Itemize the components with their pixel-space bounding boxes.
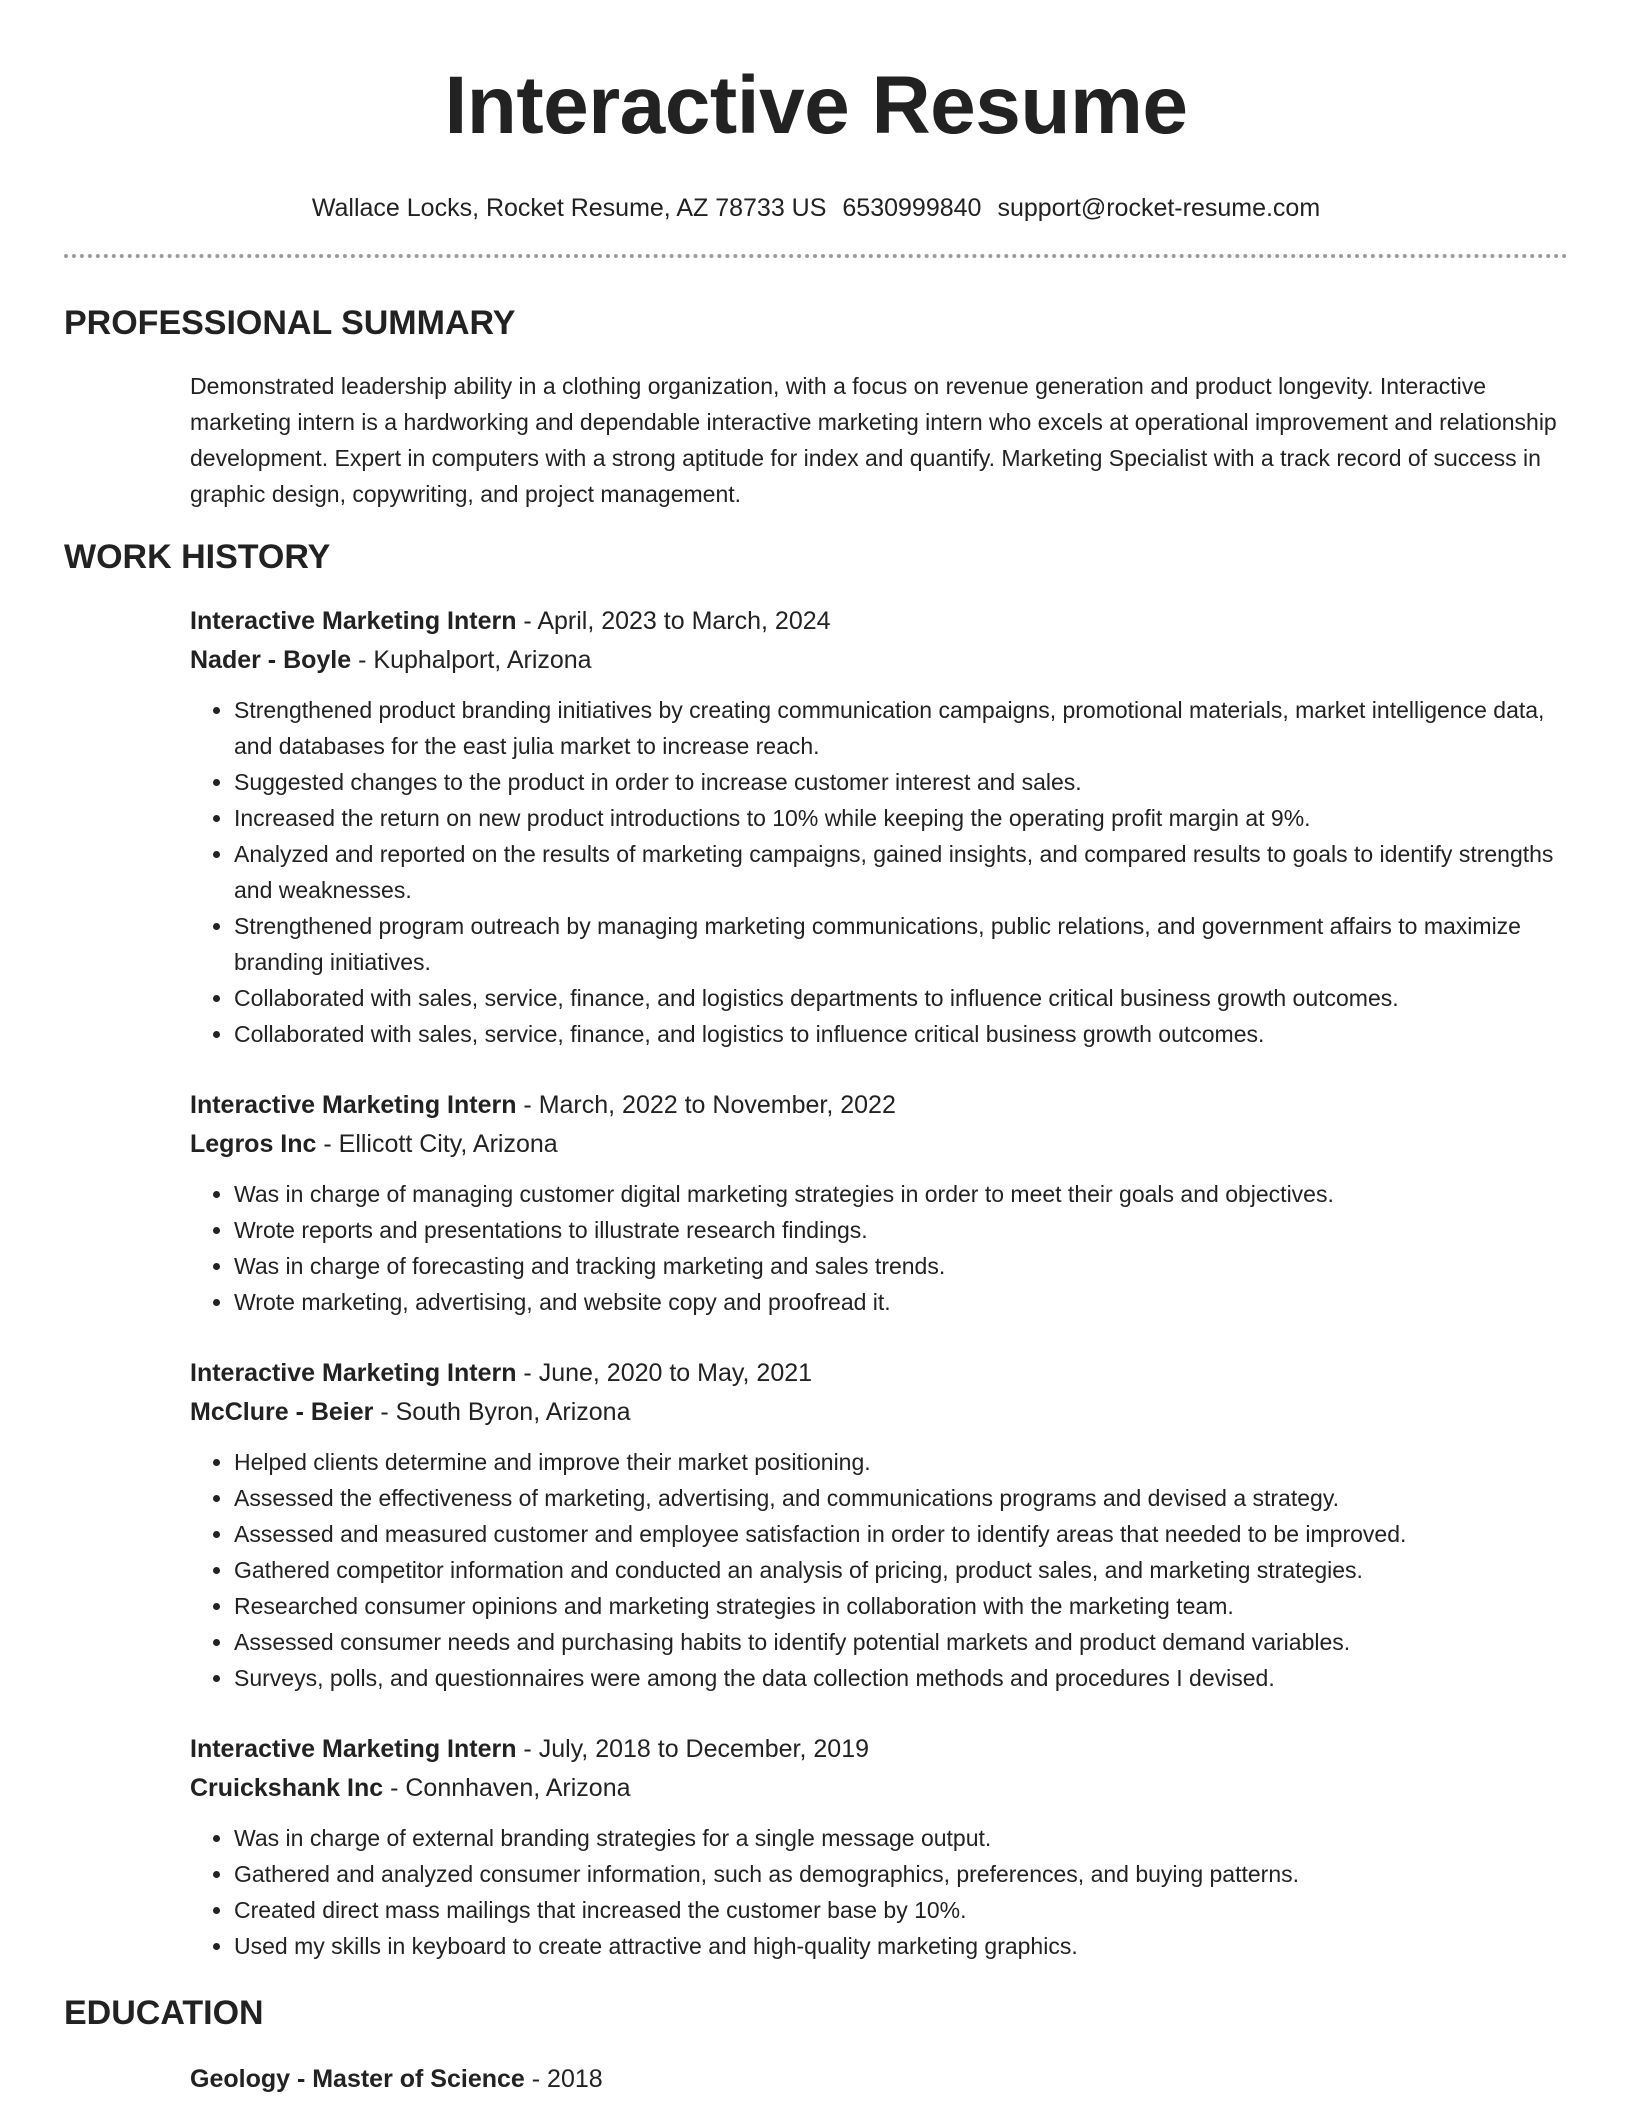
job-entry	[190, 1086, 1568, 1320]
resume-page	[64, 0, 1568, 2099]
job-bullet: • Used my skills in keyboard to create attractive and high-quality marketing graphics.	[234, 1928, 1568, 1964]
job-company-line	[190, 1393, 1568, 1432]
job-company: Legros Inc	[190, 1130, 317, 1158]
job-bullet: • Increased the return on new product introductions to 10% while keeping the operating profit margin at 9%.	[234, 800, 1568, 836]
section-title-summary: PROFESSIONAL SUMMARY	[64, 304, 516, 342]
job-bullet: • Strengthened program outreach by managing marketing communications, public relations, and government affairs to maximize branding initiatives.	[234, 908, 1568, 980]
job-location: - South Byron, Arizona	[373, 1398, 631, 1426]
job-bullet: • Strengthened product branding initiatives by creating communication campaigns, promotional materials, market intelligence data, and databases for the east julia market to increase reach.	[234, 692, 1568, 764]
job-title: Interactive Marketing Intern	[190, 1359, 517, 1387]
job-bullet: • Was in charge of forecasting and tracking marketing and sales trends.	[234, 1248, 1568, 1284]
contact-phone: 6530999840	[842, 194, 982, 222]
job-entry	[190, 1354, 1568, 1696]
job-bullet: • Analyzed and reported on the results of marketing campaigns, gained insights, and compared results to goals to identify strengths and weaknesses.	[234, 836, 1568, 908]
job-bullet: • Suggested changes to the product in order to increase customer interest and sales.	[234, 764, 1568, 800]
job-bullet: • Was in charge of managing customer digital marketing strategies in order to meet their goals and objectives.	[234, 1176, 1568, 1212]
job-location: - Kuphalport, Arizona	[351, 646, 592, 674]
education-entry	[190, 2060, 1568, 2099]
job-title-line	[190, 602, 1568, 641]
job-bullet: • Helped clients determine and improve their market positioning.	[234, 1444, 1568, 1480]
job-bullet: • Was in charge of external branding strategies for a single message output.	[234, 1820, 1568, 1856]
job-bullet: • Surveys, polls, and questionnaires were among the data collection methods and procedures I devised.	[234, 1660, 1568, 1696]
job-title-line	[190, 1730, 1568, 1769]
job-dates: - July, 2018 to December, 2019	[516, 1735, 869, 1763]
job-title-line	[190, 1354, 1568, 1393]
section-title-work-history: WORK HISTORY	[64, 538, 331, 576]
education-year: - 2018	[524, 2065, 603, 2093]
contact-address: Wallace Locks, Rocket Resume, AZ 78733 US	[311, 194, 827, 222]
job-bullet-list	[190, 1820, 1568, 1964]
job-entry	[190, 1730, 1568, 1964]
header-divider	[64, 254, 1568, 258]
job-bullet-list	[190, 692, 1568, 1052]
job-bullet: • Assessed the effectiveness of marketing, advertising, and communications programs and devised a strategy.	[234, 1480, 1568, 1516]
job-bullet: • Collaborated with sales, service, finance, and logistics to influence critical business growth outcomes.	[234, 1016, 1568, 1052]
job-bullet-list	[190, 1176, 1568, 1320]
job-location: - Ellicott City, Arizona	[316, 1130, 558, 1158]
job-company: Cruickshank Inc	[190, 1774, 384, 1802]
job-title: Interactive Marketing Intern	[190, 1735, 517, 1763]
job-entry	[190, 602, 1568, 1052]
job-company: Nader - Boyle	[190, 646, 352, 674]
contact-line	[64, 192, 1568, 224]
contact-email: support@rocket-resume.com	[997, 194, 1321, 222]
job-bullet: • Wrote marketing, advertising, and website copy and proofread it.	[234, 1284, 1568, 1320]
summary-text: Demonstrated leadership ability in a clothing organization, with a focus on revenue generation and product longevity. Interactive marketing intern is a hardworking and dependable interactive marketing intern who excels at operational improvement and relationship development. Expert in computers with a strong aptitude for index and quantify. Marketing Specialist with a track record of success in graphic design, copywriting, and project management.	[190, 373, 1557, 507]
section-title-education: EDUCATION	[64, 1994, 264, 2032]
job-bullet: • Collaborated with sales, service, finance, and logistics departments to influence critical business growth outcomes.	[234, 980, 1568, 1016]
job-company-line	[190, 1125, 1568, 1164]
job-company-line	[190, 641, 1568, 680]
job-bullet-list	[190, 1444, 1568, 1696]
job-bullet: • Wrote reports and presentations to illustrate research findings.	[234, 1212, 1568, 1248]
job-bullet: • Assessed consumer needs and purchasing habits to identify potential markets and product demand variables.	[234, 1624, 1568, 1660]
job-dates: - March, 2022 to November, 2022	[516, 1091, 896, 1119]
job-bullet: • Gathered competitor information and conducted an analysis of pricing, product sales, and marketing strategies.	[234, 1552, 1568, 1588]
job-company: McClure - Beier	[190, 1398, 374, 1426]
job-dates: - April, 2023 to March, 2024	[516, 607, 831, 635]
job-company-line	[190, 1769, 1568, 1808]
education-degree: Geology - Master of Science	[190, 2065, 525, 2093]
job-title: Interactive Marketing Intern	[190, 1091, 517, 1119]
job-bullet: • Created direct mass mailings that increased the customer base by 10%.	[234, 1892, 1568, 1928]
job-bullet: • Assessed and measured customer and employee satisfaction in order to identify areas that needed to be improved.	[234, 1516, 1568, 1552]
resume-title: Interactive Resume	[444, 60, 1188, 151]
job-title: Interactive Marketing Intern	[190, 607, 517, 635]
job-bullet: • Researched consumer opinions and marketing strategies in collaboration with the marketing team.	[234, 1588, 1568, 1624]
job-title-line	[190, 1086, 1568, 1125]
job-location: - Connhaven, Arizona	[383, 1774, 631, 1802]
job-dates: - June, 2020 to May, 2021	[516, 1359, 813, 1387]
job-bullet: • Gathered and analyzed consumer information, such as demographics, preferences, and buying patterns.	[234, 1856, 1568, 1892]
